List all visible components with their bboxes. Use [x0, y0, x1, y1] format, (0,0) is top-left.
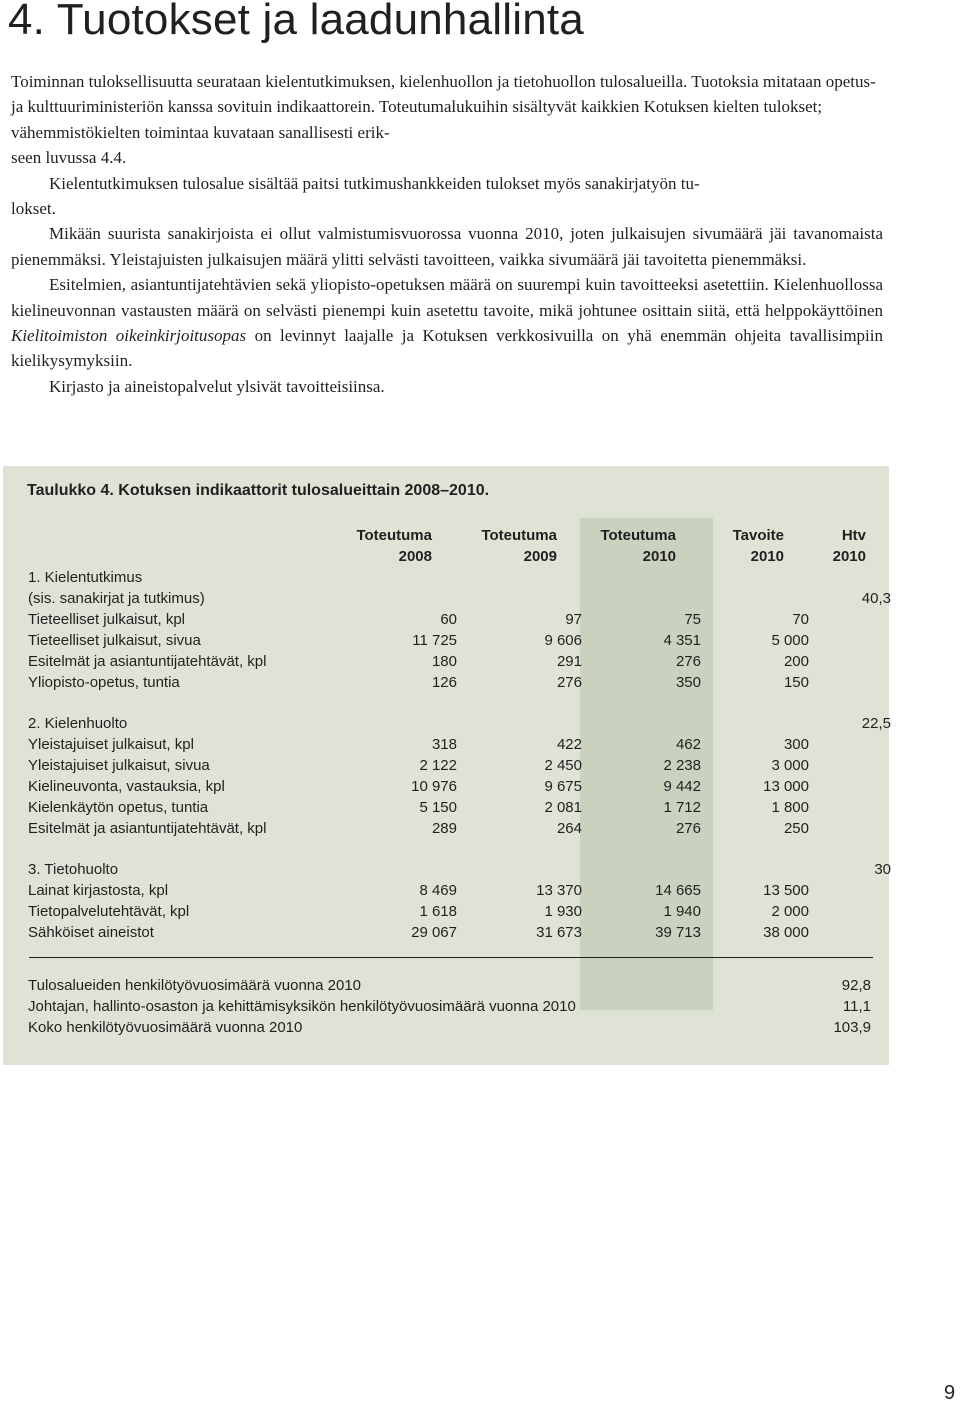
guide-title: Kielitoimiston oikeinkirjoitusopas — [11, 326, 247, 346]
cell-2008: 60 — [440, 611, 457, 628]
cell-2010: 1 940 — [663, 903, 701, 920]
row-label: Yliopisto-opetus, tuntia — [28, 674, 180, 691]
header-label: Htv — [841, 527, 866, 544]
cell-target-2010: 200 — [783, 653, 809, 670]
row-label: Tieteelliset julkaisut, sivua — [28, 632, 201, 649]
cell-target-2010: 150 — [783, 674, 809, 691]
header-label: Toteutuma — [481, 527, 557, 544]
cell-2009: 291 — [556, 653, 582, 670]
header-label: Toteutuma — [600, 527, 676, 544]
row-label: Lainat kirjastosta, kpl — [28, 882, 169, 899]
paragraph-1: Toiminnan tuloksellisuutta seurataan kielentutkimuksen, kielenhuollon ja tietohuollon tulosalueilla. Tuotoksia mitataan opetus- ja kulttuuriministeriön kanssa sovituin indikaattorein. Toteutumalukuihin sisältyvät kaikkien Kotuksen kielten tulokset; vähemmistökielten toimintaa kuvataan sanallisesti erik- — [11, 72, 876, 142]
cell-htv-2010: 40,3 — [861, 590, 891, 607]
cell-htv-2010: 22,5 — [861, 715, 891, 732]
summary-value: 103,9 — [833, 1019, 871, 1036]
column-header-toteutuma-2009 — [481, 525, 557, 567]
cell-2009: 9 675 — [544, 778, 582, 795]
cell-2009: 276 — [556, 674, 582, 691]
summary-value: 11,1 — [842, 998, 871, 1015]
cell-target-2010: 38 000 — [763, 924, 809, 941]
cell-htv-2010: 30 — [874, 861, 891, 878]
row-label: Tieteelliset julkaisut, kpl — [28, 611, 186, 628]
cell-2010: 2 238 — [663, 757, 701, 774]
body-text — [11, 69, 883, 399]
table-row — [28, 713, 891, 734]
cell-target-2010: 13 000 — [763, 778, 809, 795]
row-label: Tietopalvelutehtävät, kpl — [28, 903, 190, 920]
cell-2010: 350 — [675, 674, 701, 691]
table-row — [28, 922, 878, 943]
row-label: Kielineuvonta, vastauksia, kpl — [28, 778, 225, 795]
cell-2009: 422 — [556, 736, 582, 753]
column-header-htv-2010 — [833, 525, 866, 567]
cell-2008: 5 150 — [419, 799, 457, 816]
cell-2010: 75 — [684, 611, 701, 628]
cell-2009: 2 450 — [544, 757, 582, 774]
row-label: 2. Kielenhuolto — [28, 715, 128, 732]
cell-target-2010: 300 — [783, 736, 809, 753]
cell-2008: 29 067 — [411, 924, 457, 941]
cell-2008: 126 — [431, 674, 457, 691]
table-row — [28, 651, 878, 672]
cell-2008: 10 976 — [411, 778, 457, 795]
column-header-toteutuma-2008 — [356, 525, 432, 567]
table-row — [28, 630, 878, 651]
header-label: Toteutuma — [356, 527, 432, 544]
table-row — [28, 567, 878, 588]
paragraph-5: Kirjasto ja aineistopalvelut ylsivät tavoitteisiinsa. — [49, 376, 385, 396]
header-year: 2009 — [523, 548, 557, 565]
page-heading: 4. Tuotokset ja laadunhallinta — [8, 0, 584, 44]
cell-2008: 11 725 — [412, 632, 457, 649]
table-title: Taulukko 4. Kotuksen indikaattorit tulosalueittain 2008–2010. — [27, 482, 490, 499]
cell-2010: 9 442 — [663, 778, 701, 795]
row-label: (sis. sanakirjat ja tutkimus) — [28, 590, 205, 607]
cell-2010: 39 713 — [655, 924, 701, 941]
paragraph-2: Kielentutkimuksen tulosalue sisältää paitsi tutkimushankkeiden tulokset myös sanakirjatyön tu- — [49, 173, 700, 193]
cell-2010: 276 — [675, 820, 701, 837]
table-row — [28, 901, 878, 922]
cell-2008: 289 — [431, 820, 457, 837]
table-row — [28, 880, 878, 901]
header-year: 2008 — [398, 548, 432, 565]
paragraph-2-end: lokset. — [11, 199, 56, 219]
summary-value: 92,8 — [841, 977, 871, 994]
cell-2009: 1 930 — [544, 903, 582, 920]
cell-target-2010: 13 500 — [763, 882, 809, 899]
summary-label: Tulosalueiden henkilötyövuosimäärä vuonna 2010 — [28, 977, 362, 994]
summary-label: Johtajan, hallinto-osaston ja kehittämisyksikön henkilötyövuosimäärä vuonna 2010 — [28, 998, 576, 1015]
row-label: Kielenkäytön opetus, tuntia — [28, 799, 209, 816]
paragraph-3: Mikään suurista sanakirjoista ei ollut valmistumisvuorossa vuonna 2010, joten julkaisujen sivumäärä jäi tavanomaista pienemmäksi. Yleistajuisten julkaisujen määrä ylitti selvästi tavoitteen, vaikka sivumäärä jäi tavoitetta pienemmäksi. — [11, 224, 883, 269]
table-row — [28, 755, 878, 776]
cell-2009: 264 — [556, 820, 582, 837]
table-row — [28, 818, 878, 839]
cell-2009: 31 673 — [536, 924, 582, 941]
table-row — [28, 588, 891, 609]
table-row — [28, 609, 878, 630]
row-label: 1. Kielentutkimus — [28, 569, 143, 586]
row-label: Yleistajuiset julkaisut, sivua — [28, 757, 210, 774]
row-label: Esitelmät ja asiantuntijatehtävät, kpl — [28, 653, 267, 670]
summary-row — [28, 996, 871, 1017]
cell-target-2010: 5 000 — [771, 632, 809, 649]
table-row — [28, 797, 878, 818]
paragraph-4 — [11, 272, 883, 374]
page-number: 9 — [944, 1382, 956, 1404]
cell-2009: 2 081 — [544, 799, 582, 816]
cell-2010: 276 — [675, 653, 701, 670]
summary-row — [28, 1017, 871, 1038]
cell-target-2010: 1 800 — [771, 799, 809, 816]
table-row — [28, 859, 891, 880]
row-label: Esitelmät ja asiantuntijatehtävät, kpl — [28, 820, 267, 837]
row-label: Yleistajuiset julkaisut, kpl — [28, 736, 194, 753]
cell-target-2010: 250 — [783, 820, 809, 837]
cell-2010: 4 351 — [663, 632, 701, 649]
cell-2010: 14 665 — [655, 882, 701, 899]
paragraph-4-text-a: Esitelmien, asiantuntijatehtävien sekä yliopisto-opetuksen määrä on suurempi kuin tavoitteeksi asetettiin. Kielenhuollossa kielineuvonnan vastausten määrä on selvästi pienempi kuin asetettu tavoite, mikä johtunee osittain siitä, että helppokäyttöinen — [11, 275, 883, 320]
header-year: 2010 — [832, 548, 866, 565]
column-header-toteutuma-2010 — [600, 525, 676, 567]
header-label: Tavoite — [732, 527, 784, 544]
cell-2009: 13 370 — [536, 882, 582, 899]
row-label: Sähköiset aineistot — [28, 924, 154, 941]
paragraph-4-text-b: on levinnyt laajalle ja Kotuksen verkkosivuilla on yhä enemmän ohjeita tavallisimpiin kielikysymyksiin. — [11, 326, 883, 371]
summary-divider — [29, 957, 873, 958]
cell-2008: 8 469 — [419, 882, 457, 899]
header-year: 2010 — [642, 548, 676, 565]
cell-2009: 9 606 — [544, 632, 582, 649]
table-row — [28, 734, 878, 755]
column-header-tavoite-2010 — [733, 525, 784, 567]
row-label: 3. Tietohuolto — [28, 861, 119, 878]
summary-label: Koko henkilötyövuosimäärä vuonna 2010 — [28, 1019, 303, 1036]
cell-target-2010: 70 — [792, 611, 809, 628]
cell-2009: 97 — [565, 611, 582, 628]
cell-2008: 180 — [431, 653, 457, 670]
header-year: 2010 — [750, 548, 784, 565]
cell-target-2010: 2 000 — [771, 903, 809, 920]
cell-2008: 318 — [431, 736, 457, 753]
cell-target-2010: 3 000 — [771, 757, 809, 774]
table-row — [28, 672, 878, 693]
indicator-table — [3, 466, 889, 1065]
paragraph-1-end: seen luvussa 4.4. — [11, 148, 127, 168]
summary-row — [28, 975, 871, 996]
cell-2008: 2 122 — [419, 757, 457, 774]
cell-2010: 462 — [675, 736, 701, 753]
table-row — [28, 776, 878, 797]
cell-2010: 1 712 — [663, 799, 701, 816]
cell-2008: 1 618 — [419, 903, 457, 920]
